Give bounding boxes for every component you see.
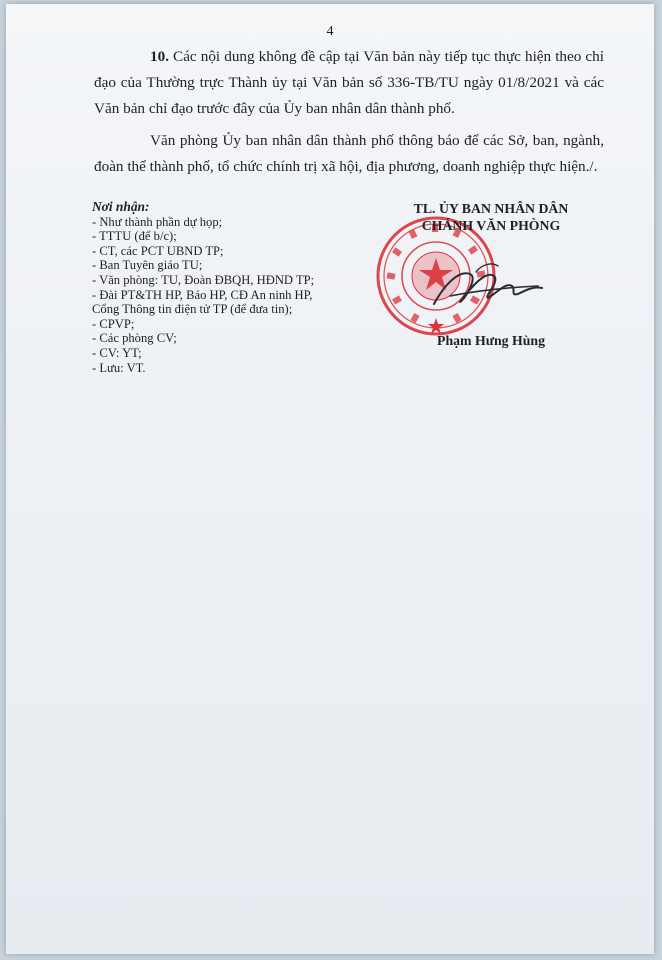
recipient-item: - CT, các PCT UBND TP; (92, 243, 224, 258)
paragraph-10 (94, 44, 604, 122)
signer-name: Phạm Hưng Hùng (437, 333, 545, 348)
recipient-item: - CPVP; (92, 316, 135, 331)
signer-line-1: TL. ỦY BAN NHÂN DÂN (413, 201, 569, 216)
recipient-item: - Như thành phần dự họp; (92, 214, 223, 229)
recipient-item: Cổng Thông tin điện tử TP (để đưa tin); (92, 302, 293, 317)
paragraph-number: 10. (150, 48, 169, 65)
document-page (6, 4, 654, 954)
recipient-item: - CV: YT; (92, 345, 142, 360)
signature-icon (426, 252, 546, 322)
recipient-item: - TTTU (để b/c); (92, 229, 177, 244)
signer-line-2: CHÁNH VĂN PHÒNG (421, 218, 561, 233)
recipients-title: Nơi nhận: (92, 199, 150, 214)
page-number: 4 (326, 24, 334, 39)
recipients-block (92, 200, 352, 375)
recipient-item: - Ban Tuyên giáo TU; (92, 258, 203, 273)
signer-block (376, 200, 606, 348)
paragraph-10-text: Các nội dung không đề cập tại Văn bản này tiếp tục thực hiện theo chỉ đạo của Thường trực Thành ủy tại Văn bản số 336-TB/TU ngày 01/8/2021 và các Văn bản chỉ đạo trước đây của Ủy ban nhân dân thành phố. (94, 48, 604, 117)
recipient-item: - Lưu: VT. (92, 360, 146, 375)
recipient-item: - Đài PT&TH HP, Báo HP, CĐ An ninh HP, (92, 287, 313, 302)
recipient-item: - Văn phòng: TU, Đoàn ĐBQH, HĐND TP; (92, 272, 315, 287)
recipient-item: - Các phòng CV; (92, 331, 177, 346)
paragraph-closing: Văn phòng Ủy ban nhân dân thành phố thông báo để các Sở, ban, ngành, đoàn thể thành phố, tổ chức chính trị xã hội, địa phương, doanh nghiệp thực hiện./. (94, 132, 604, 175)
